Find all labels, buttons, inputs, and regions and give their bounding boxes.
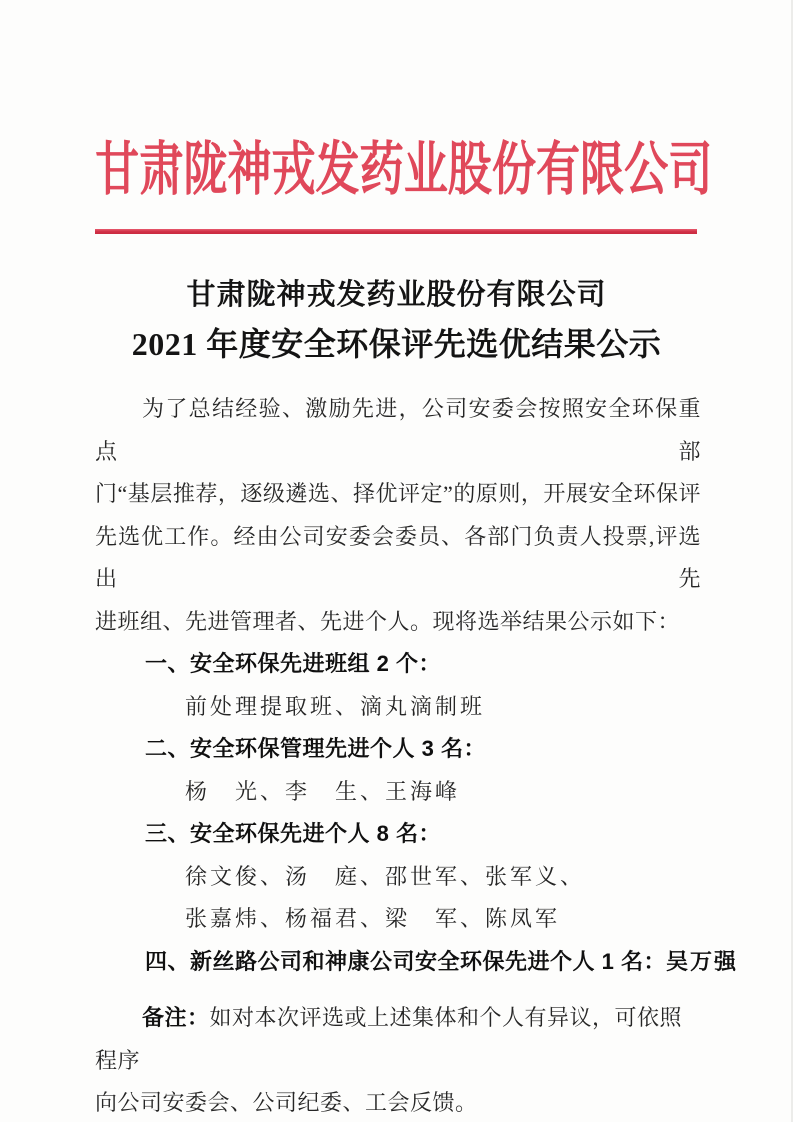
result-item-3-heading: 三、安全环保先进个人 8 名： [145,821,441,846]
result-item-2-names: 杨 光、李 生、王海峰 [185,778,461,804]
result-item-1-heading: 一、安全环保先进班组 2 个： [145,651,441,676]
note-paragraph [95,997,701,1122]
document-body [95,388,738,1122]
result-item-3-names-row2: 张嘉炜、杨福君、梁 军、陈凤军 [185,906,561,931]
letterhead-rule [95,229,697,234]
result-item-1 [95,643,701,728]
letterhead-company-name: 甘肃陇神戎发药业股份有限公司 [95,137,713,202]
intro-line: 为了总结经验、激励先进，公司安委会按照安全环保重点部 [95,396,701,464]
intro-paragraph [95,388,701,643]
intro-line: 门“基层推荐，逐级遴选、择优评定”的原则，开展安全环保评 [95,481,701,506]
note-line-1 [95,997,701,1082]
result-item-4 [95,941,738,984]
result-item-2 [95,728,701,813]
result-item-4-name: 吴万强 [665,948,738,974]
note-label: 备注： [142,1005,210,1030]
result-item-3-names-row1: 徐文俊、汤 庭、邵世军、张军义、 [185,863,586,889]
note-line-1-text: 如对本次评选或上述集体和个人有异议，可依照程序 [95,1005,683,1073]
result-item-2-heading: 二、安全环保管理先进个人 3 名： [145,736,486,761]
intro-line: 进班组、先进管理者、先进个人。现将选举结果公示如下： [95,608,681,634]
document-title [0,272,793,369]
result-item-4-line [145,941,738,984]
note-line-2: 向公司安委会、公司纪委、工会反馈。 [95,1090,478,1115]
result-item-4-heading: 四、新丝路公司和神康公司安全环保先进个人 1 名： [145,948,666,974]
result-item-1-names: 前处理提取班、滴丸滴制班 [185,693,486,719]
document-title-line2: 2021 年度安全环保评先选优结果公示 [131,326,662,362]
result-item-3 [95,813,701,941]
intro-line: 先选优工作。经由公司安委会委员、各部门负责人投票,评选出先 [95,523,701,591]
document-title-line1: 甘肃陇神戎发药业股份有限公司 [186,279,607,311]
